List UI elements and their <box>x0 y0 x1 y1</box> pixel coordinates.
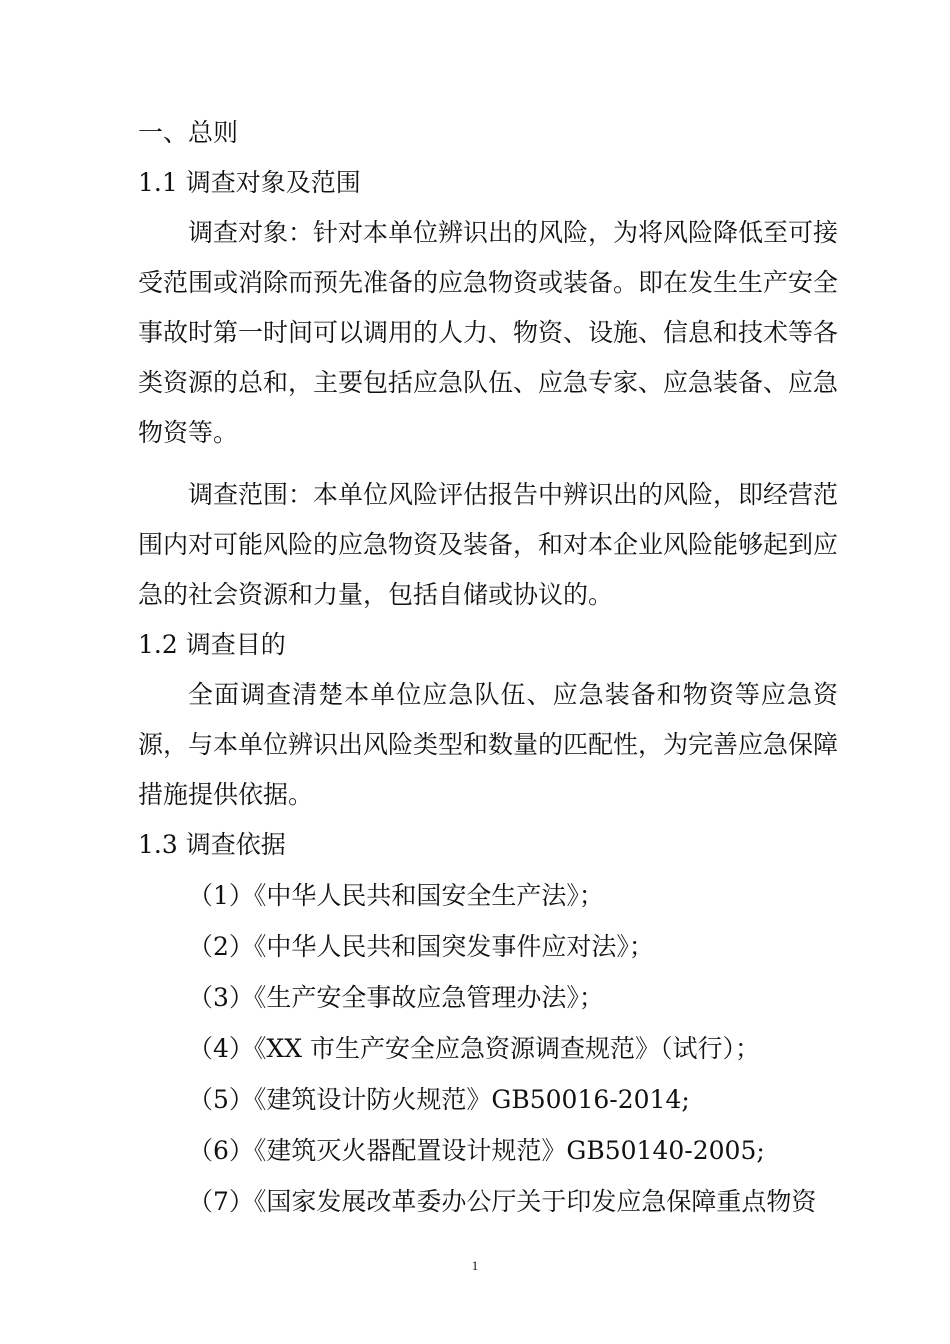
paragraph-survey-object: 调查对象：针对本单位辨识出的风险，为将风险降低至可接受范围或消除而预先准备的应急物资或装备。即在发生生产安全事故时第一时间可以调用的人力、物资、设施、信息和技术等各类资源的总和，主要包括应急队伍、应急专家、应急装备、应急物资等。 <box>138 218 839 447</box>
section-1-3-title: 1.3 调查依据 <box>138 830 286 859</box>
list-item-basis-4: （4）《XX 市生产安全应急资源调查规范》（试行）； <box>188 1034 760 1063</box>
document-body <box>138 108 838 1227</box>
paragraph-survey-purpose: 全面调查清楚本单位应急队伍、应急装备和物资等应急资源，与本单位辨识出风险类型和数量的匹配性，为完善应急保障措施提供依据。 <box>138 680 839 809</box>
heading-general-principles: 一、总则 <box>138 118 239 147</box>
section-1-2-title: 1.2 调查目的 <box>138 630 286 659</box>
list-item-basis-5: （5）《建筑设计防火规范》GB50016-2014; <box>188 1085 690 1114</box>
list-item-basis-6: （6）《建筑灭火器配置设计规范》GB50140-2005; <box>188 1136 765 1165</box>
list-item-basis-1: （1）《中华人民共和国安全生产法》； <box>188 881 604 910</box>
page-number: 1 <box>471 1258 479 1273</box>
list-item-basis-2: （2）《中华人民共和国突发事件应对法》； <box>188 932 654 961</box>
paragraph-survey-scope: 调查范围：本单位风险评估报告中辨识出的风险，即经营范围内对可能风险的应急物资及装备，和对本企业风险能够起到应急的社会资源和力量，包括自储或协议的。 <box>138 480 839 609</box>
section-1-1-title: 1.1 调查对象及范围 <box>138 168 361 197</box>
list-item-basis-7: （7）《国家发展改革委办公厅关于印发应急保障重点物资 <box>188 1187 817 1216</box>
list-item-basis-3: （3）《生产安全事故应急管理办法》； <box>188 983 604 1012</box>
